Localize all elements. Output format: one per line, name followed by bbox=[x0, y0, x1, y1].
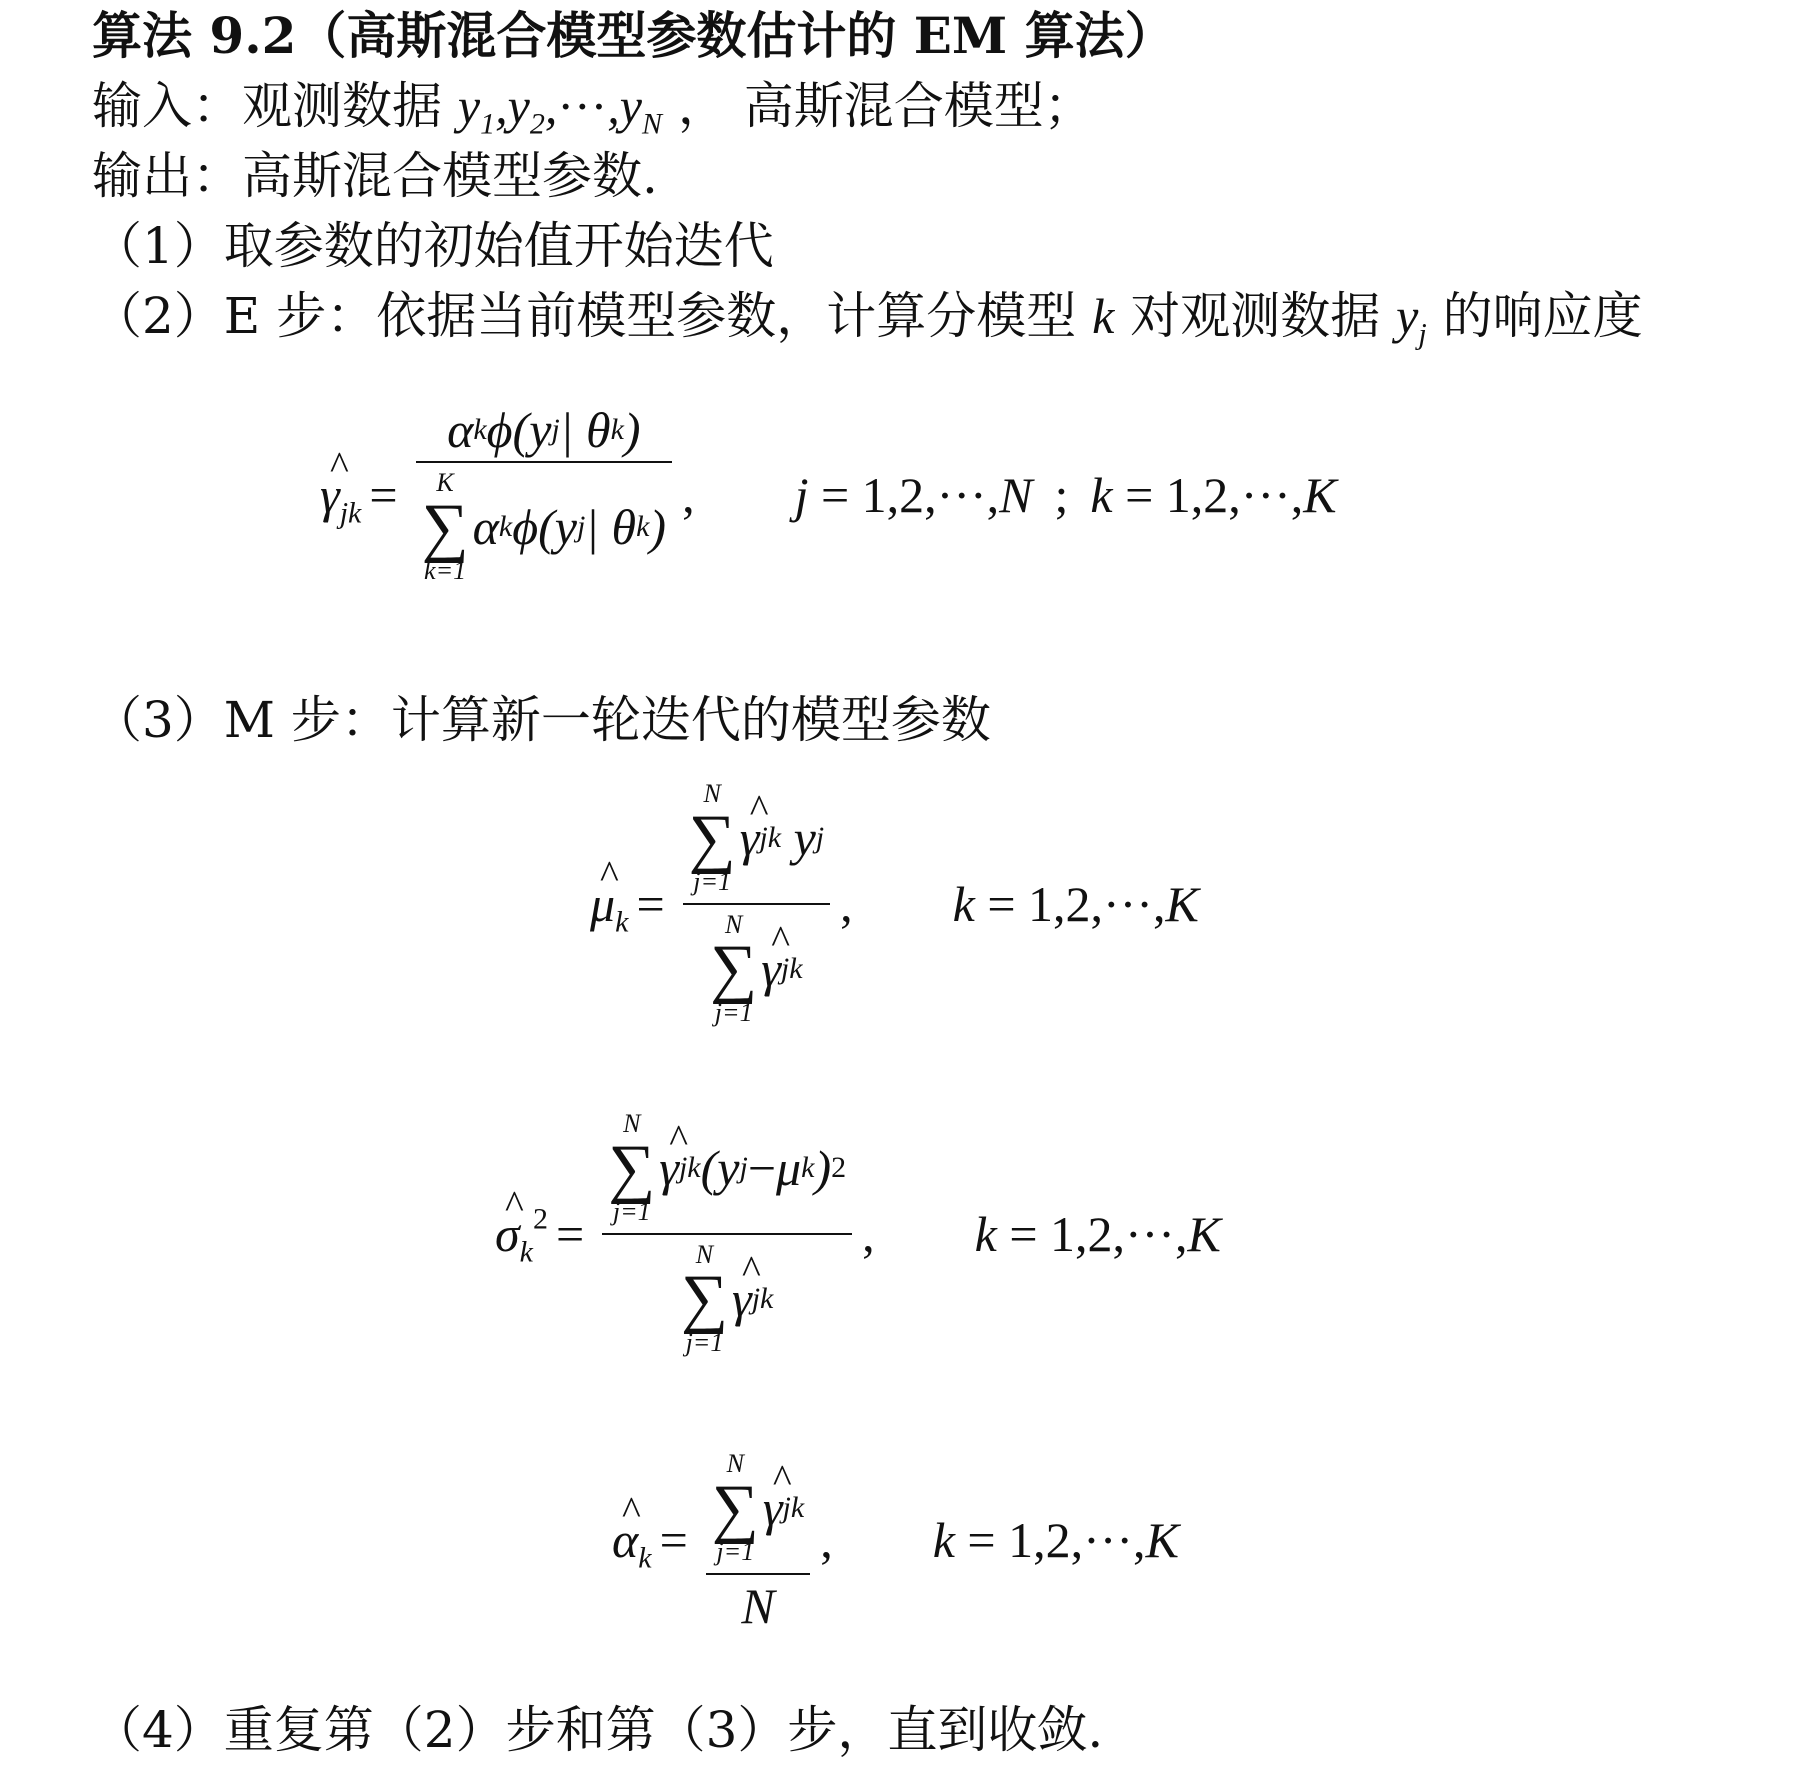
gamma-range-j: j = 1,2,···,N bbox=[794, 467, 1033, 524]
input-label: 输入：观测数据 bbox=[92, 77, 442, 135]
sigma-lhs: ^ $\sigma_k^2$ bbox=[495, 1209, 548, 1259]
sum-symbol: N ∑ j=1 bbox=[711, 1449, 759, 1566]
input-variables: $y_1,y_2,\cdot\cdot\cdot,y_N$ bbox=[457, 78, 662, 141]
fraction-bar bbox=[602, 1233, 852, 1235]
fraction-bar bbox=[416, 461, 673, 463]
step-2-var-y: $y_j$ bbox=[1396, 288, 1427, 351]
fraction-bar bbox=[683, 903, 830, 905]
formula-gamma: ^ $\gamma_{jk}$ = α k ϕ(y j | θ k ) K ∑ k=1 α k ϕ(y j | θ k ) , j = 1,2,···,N ; k = 1,2,···,K bbox=[320, 405, 1337, 586]
algorithm-title: 算法 9.2（高斯混合模型参数估计的 EM 算法） bbox=[92, 6, 1175, 65]
alpha-lhs: ^ $\alpha_k$ bbox=[612, 1515, 652, 1565]
mu-lhs: ^ $\mu_k$ bbox=[590, 879, 628, 929]
step-2-suffix: 的响应度 bbox=[1442, 287, 1643, 345]
sigma-numerator: N ∑ j=1 ^ γ jk (y j − μ k ) 2 bbox=[602, 1110, 852, 1227]
mu-numerator: N ∑ j=1 ^ γ jk y j bbox=[683, 780, 830, 897]
sum-symbol: N ∑ j=1 bbox=[680, 1239, 728, 1357]
step-2 bbox=[92, 286, 1643, 351]
alpha-numerator: N ∑ j=1 ^ γ jk bbox=[706, 1450, 810, 1567]
sum-symbol: N ∑ j=1 bbox=[688, 779, 736, 896]
input-suffix: ， 高斯混合模型； bbox=[677, 77, 1094, 135]
mu-range: k = 1,2,···,K bbox=[952, 875, 1199, 932]
gamma-range-k: k = 1,2,···,K bbox=[1090, 467, 1337, 524]
mu-fraction bbox=[683, 780, 830, 1027]
input-line bbox=[92, 76, 1094, 141]
gamma-fraction bbox=[416, 402, 673, 586]
sigma-denominator: N ∑ j=1 ^ γ jk bbox=[675, 1241, 779, 1358]
formula-mu: ^ $\mu_k$ = N ∑ j=1 ^ γ jk y j N ∑ j=1 ^ γ jk , k = 1,2,···,K bbox=[590, 780, 1199, 1027]
step-2-var-k: k bbox=[1092, 288, 1115, 344]
output-line: 输出：高斯混合模型参数. bbox=[92, 147, 658, 205]
gamma-lhs: ^ $\gamma_{jk}$ bbox=[320, 470, 361, 520]
formula-alpha: ^ $\alpha_k$ = N ∑ j=1 ^ γ jk N , k = 1,2,···,K bbox=[612, 1450, 1179, 1631]
sum-symbol: K ∑ k=1 bbox=[421, 468, 469, 585]
sigma-fraction bbox=[602, 1110, 852, 1357]
sum-symbol: N ∑ j=1 bbox=[608, 1109, 656, 1226]
gamma-denominator: K ∑ k=1 α k ϕ(y j | θ k ) bbox=[421, 468, 667, 585]
sum-symbol: N ∑ j=1 bbox=[710, 909, 758, 1027]
alpha-denominator: N bbox=[741, 1577, 775, 1634]
step-3: （3）M 步：计算新一轮迭代的模型参数 bbox=[92, 691, 991, 749]
step-2-prefix: （2）E 步：依据当前模型参数，计算分模型 bbox=[92, 287, 1077, 345]
step-1: （1）取参数的初始值开始迭代 bbox=[92, 217, 774, 275]
alpha-range: k = 1,2,···,K bbox=[932, 1512, 1179, 1569]
mu-denominator: N ∑ j=1 ^ γ jk bbox=[704, 911, 808, 1028]
step-4: （4）重复第（2）步和第（3）步，直到收敛. bbox=[92, 1701, 1104, 1759]
sigma-range: k = 1,2,···,K bbox=[974, 1205, 1221, 1262]
alpha-fraction bbox=[706, 1449, 810, 1634]
gamma-numerator: α k ϕ(y j | θ k ) bbox=[447, 402, 641, 458]
fraction-bar bbox=[706, 1573, 810, 1575]
formula-sigma: ^ $\sigma_k^2$ = N ∑ j=1 ^ γ jk (y j − μ k ) 2 N ∑ j=1 ^ γ jk , k = 1,2,···,K bbox=[495, 1110, 1221, 1357]
step-2-mid: 对观测数据 bbox=[1130, 287, 1381, 345]
